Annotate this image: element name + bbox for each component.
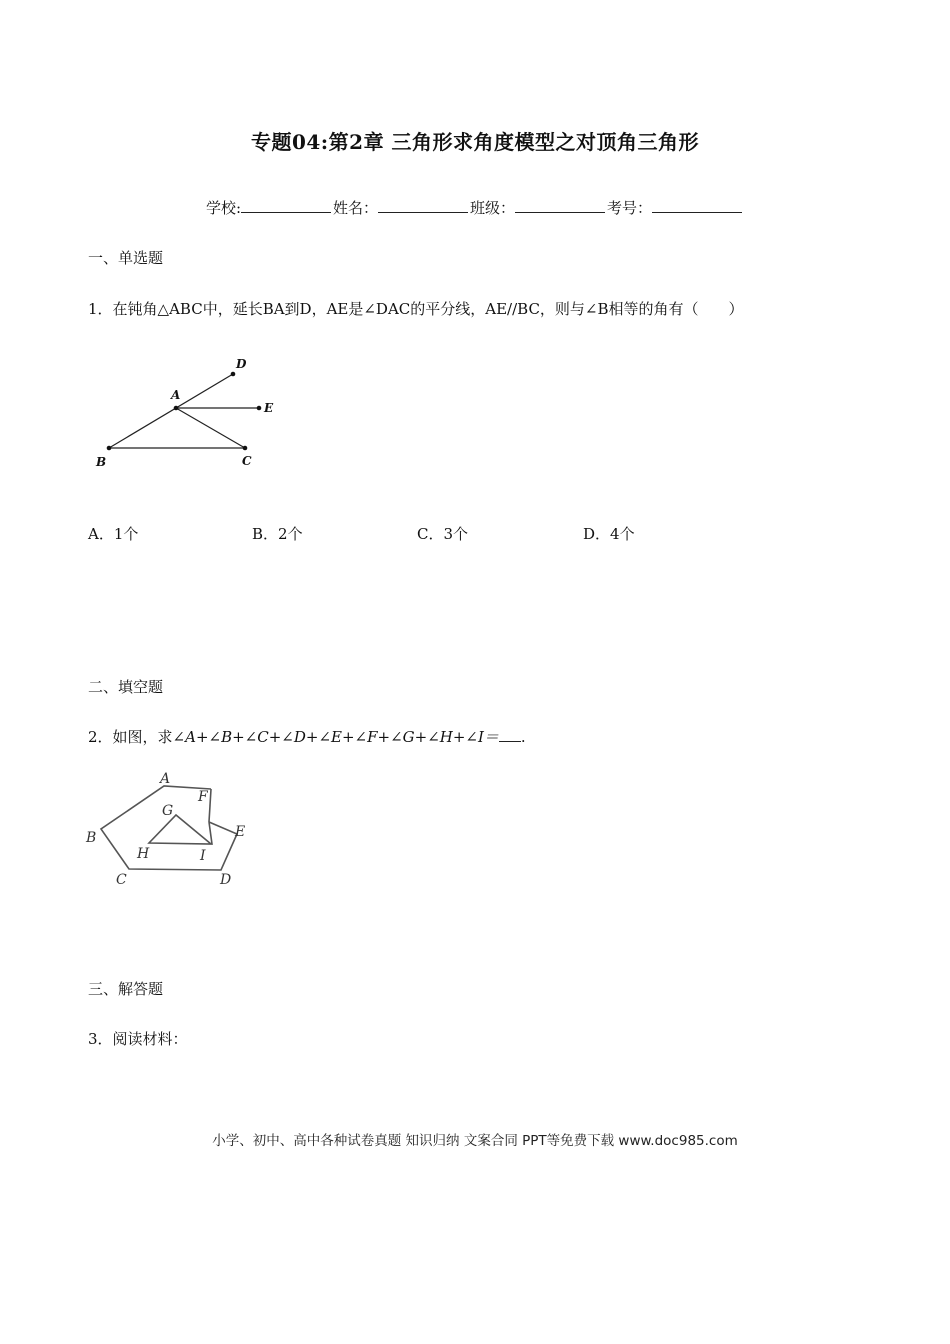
number-label: 考号： bbox=[607, 199, 653, 217]
line-BD bbox=[109, 374, 233, 448]
label-E: E bbox=[235, 824, 246, 840]
footer-text: 小学、初中、高中各种试卷真题 知识归纳 文案合同 PPT等免费下载 www.doc985.com bbox=[212, 1133, 738, 1149]
label-D: D bbox=[236, 357, 247, 371]
label-E: E bbox=[264, 401, 274, 415]
option-a: A．1个 bbox=[88, 525, 139, 543]
option-c: C．3个 bbox=[417, 525, 469, 543]
pentagon-outline bbox=[101, 786, 237, 870]
section-single-choice: 一、单选题 bbox=[88, 249, 164, 267]
point-E bbox=[257, 406, 262, 411]
point-B bbox=[107, 446, 112, 451]
number-blank bbox=[652, 198, 742, 213]
student-info-line bbox=[0, 197, 950, 218]
class-blank bbox=[515, 198, 605, 213]
point-A bbox=[174, 406, 179, 411]
label-B: B bbox=[86, 830, 97, 846]
label-H: H bbox=[137, 846, 150, 862]
question-2-expression: ∠A+∠B+∠C+∠D+∠E+∠F+∠G+∠H+∠I＝ bbox=[172, 728, 499, 746]
label-D: D bbox=[220, 872, 232, 888]
label-G: G bbox=[162, 803, 174, 819]
label-C: C bbox=[116, 872, 127, 888]
label-A: A bbox=[160, 771, 171, 787]
point-C bbox=[243, 446, 248, 451]
question-1-figure bbox=[88, 352, 288, 472]
label-A: A bbox=[171, 388, 181, 402]
school-blank bbox=[241, 198, 331, 213]
question-3-text: 3．阅读材料： bbox=[88, 1030, 188, 1048]
option-d: D．4个 bbox=[583, 525, 635, 543]
class-label: 班级： bbox=[470, 199, 516, 217]
label-C: C bbox=[242, 454, 252, 468]
question-2-figure bbox=[80, 768, 260, 893]
question-2-suffix: . bbox=[520, 728, 526, 746]
answer-blank bbox=[499, 729, 521, 742]
question-2-prefix: 2．如图，求 bbox=[88, 728, 173, 746]
page-title: 专题04:第2章 三角形求角度模型之对顶角三角形 bbox=[250, 130, 700, 154]
question-2-text bbox=[88, 726, 526, 747]
segment-F bbox=[209, 789, 211, 822]
section-fill-blank: 二、填空题 bbox=[88, 678, 164, 696]
name-label: 姓名： bbox=[333, 199, 379, 217]
label-I: I bbox=[200, 848, 206, 864]
school-label: 学校: bbox=[205, 199, 241, 217]
option-b: B．2个 bbox=[252, 525, 303, 543]
label-B: B bbox=[96, 455, 107, 469]
name-blank bbox=[378, 198, 468, 213]
inner-triangle bbox=[149, 815, 212, 844]
line-AC bbox=[176, 408, 245, 448]
label-F: F bbox=[198, 789, 208, 805]
question-1-text: 1．在钝角△ABC中，延长BA到D，AE是∠DAC的平分线，AE//BC，则与∠B相等的角有（ ） bbox=[88, 300, 744, 318]
point-D bbox=[231, 372, 236, 377]
section-answer: 三、解答题 bbox=[88, 980, 164, 998]
